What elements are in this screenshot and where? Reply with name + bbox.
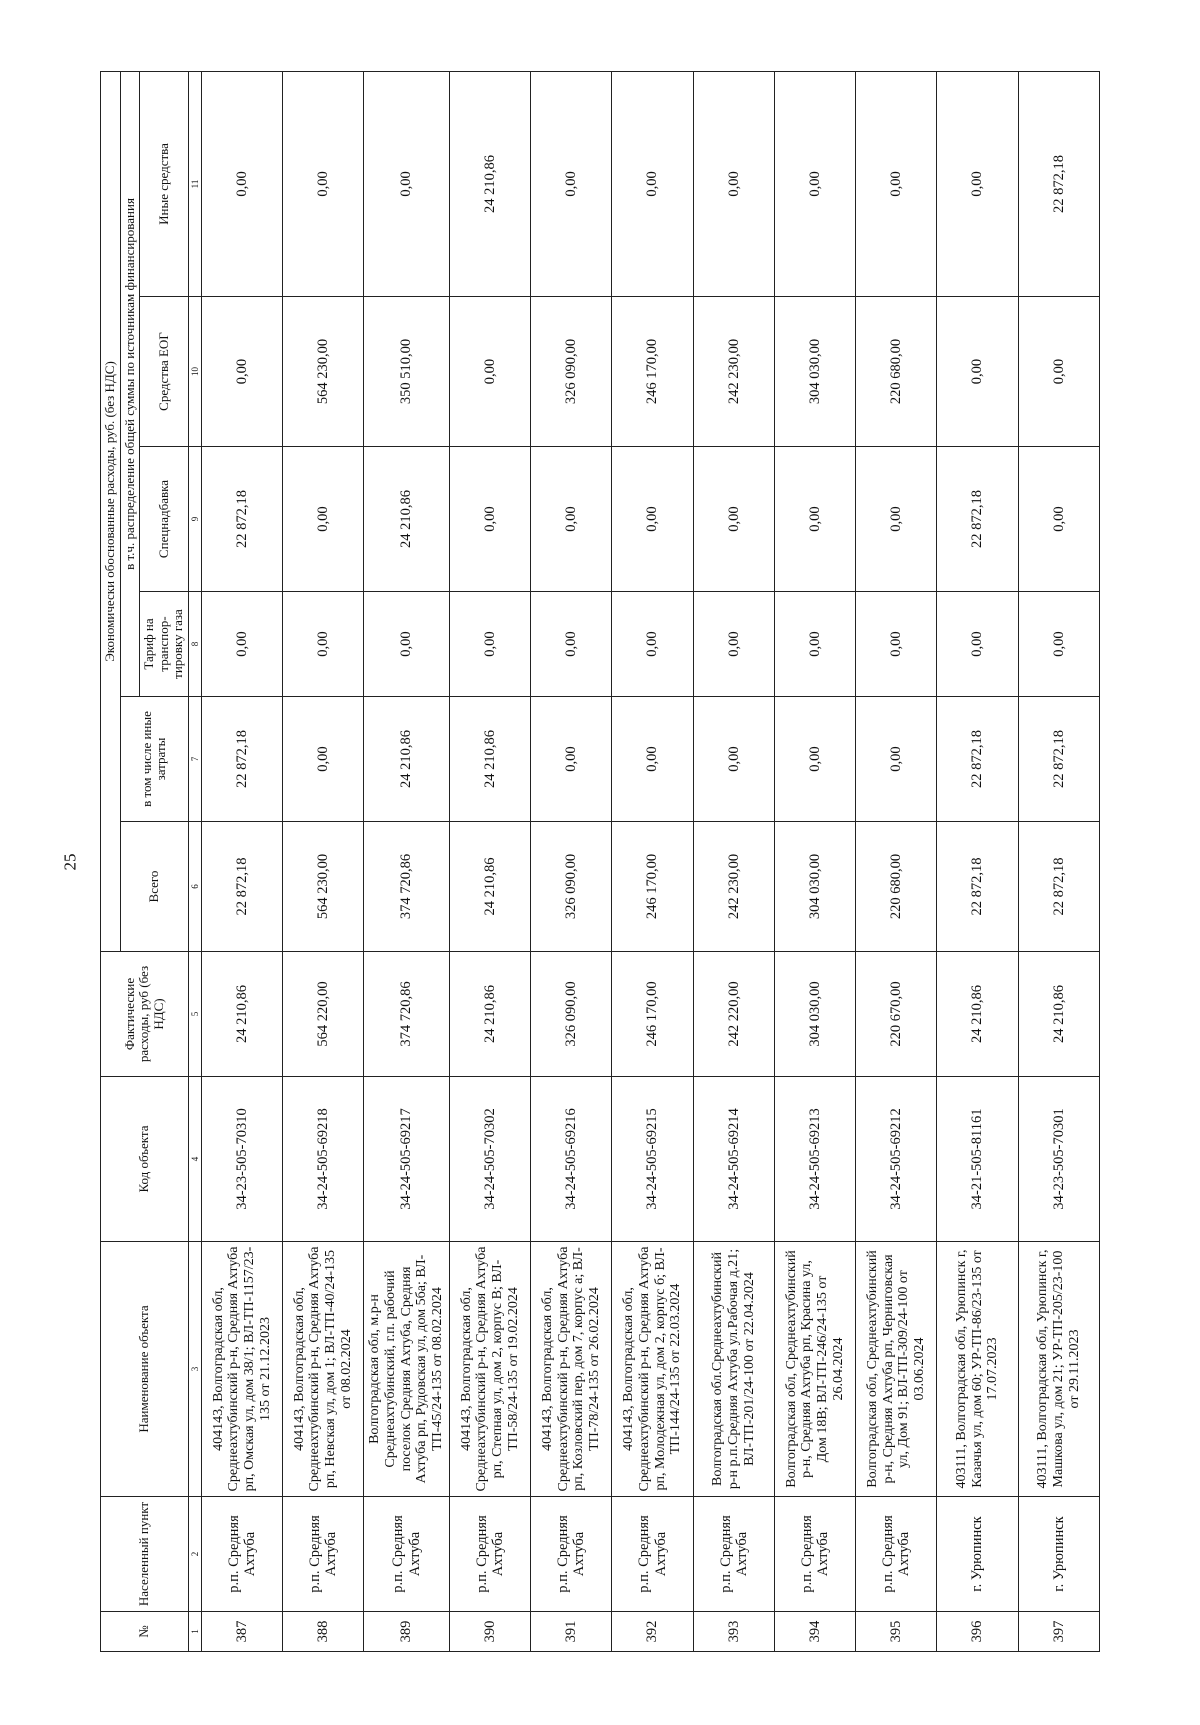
header-total: Всего — [120, 822, 188, 952]
cell-other-costs: 22 872,18 — [1018, 697, 1099, 822]
cell-number: 389 — [364, 1612, 450, 1652]
cell-other-funds: 0,00 — [612, 71, 693, 296]
cell-other-costs: 22 872,18 — [201, 697, 282, 822]
table-row — [774, 71, 855, 1651]
cell-tariff: 0,00 — [937, 592, 1018, 697]
cell-actual-costs: 246 170,00 — [612, 952, 693, 1077]
cell-eog: 304 030,00 — [774, 297, 855, 447]
cell-surcharge: 0,00 — [774, 447, 855, 592]
header-settlement: Населенный пункт — [101, 1497, 189, 1612]
cell-other-funds: 0,00 — [856, 71, 937, 296]
cell-actual-costs: 326 090,00 — [531, 952, 612, 1077]
cell-object-name: 404143, Волгоградская обл, Среднеахтубинский р-н, Средняя Ахтуба рп, Невская ул, дом 1; ВЛ-ТП-40/24-135 от 08.02.2024 — [282, 1242, 363, 1497]
cell-total: 22 872,18 — [201, 822, 282, 952]
cell-tariff: 0,00 — [856, 592, 937, 697]
cell-settlement: г. Урюпинск — [1018, 1497, 1099, 1612]
table-row — [856, 71, 937, 1651]
header-actual-costs: Фактические расходы, руб (без НДС) — [101, 952, 189, 1077]
cell-other-funds: 0,00 — [693, 71, 774, 296]
cell-number: 388 — [282, 1612, 363, 1652]
cell-number: 391 — [531, 1612, 612, 1652]
cell-object-code: 34-24-505-69217 — [364, 1077, 450, 1242]
table-row — [531, 71, 612, 1651]
cell-tariff: 0,00 — [774, 592, 855, 697]
cell-number: 396 — [937, 1612, 1018, 1652]
header-economic-costs: Экономически обоснованные расходы, руб. (без НДС) — [101, 71, 121, 951]
cell-other-funds: 0,00 — [282, 71, 363, 296]
cell-actual-costs: 374 720,86 — [364, 952, 450, 1077]
cell-object-code: 34-24-505-69214 — [693, 1077, 774, 1242]
cell-object-name: Волгоградская обл, Среднеахтубинский р-н, Средняя Ахтуба рп, Черниговская ул, Дом 91; ВЛ-ТП-309/24-100 от 03.06.2024 — [856, 1242, 937, 1497]
cell-number: 390 — [449, 1612, 530, 1652]
table-row — [693, 71, 774, 1651]
cell-tariff: 0,00 — [449, 592, 530, 697]
cell-surcharge: 0,00 — [612, 447, 693, 592]
cell-surcharge: 0,00 — [856, 447, 937, 592]
cell-object-name: 404143, Волгоградская обл, Среднеахтубинский р-н, Средняя Ахтуба рп, Омская ул, дом 38/1; ВЛ-ТП-1157/23-135 от 21.12.2023 — [201, 1242, 282, 1497]
header-eog: Средства ЕОГ — [140, 297, 189, 447]
cell-object-code: 34-24-505-69213 — [774, 1077, 855, 1242]
cell-surcharge: 0,00 — [449, 447, 530, 592]
cell-object-code: 34-24-505-69215 — [612, 1077, 693, 1242]
cell-object-code: 34-24-505-69212 — [856, 1077, 937, 1242]
column-number-row — [188, 71, 201, 1651]
cell-total: 246 170,00 — [612, 822, 693, 952]
column-number: 6 — [188, 822, 201, 952]
cell-tariff: 0,00 — [282, 592, 363, 697]
header-object-name: Наименование объекта — [101, 1242, 189, 1497]
cell-number: 387 — [201, 1612, 282, 1652]
cell-surcharge: 0,00 — [693, 447, 774, 592]
cell-tariff: 0,00 — [364, 592, 450, 697]
cell-actual-costs: 220 670,00 — [856, 952, 937, 1077]
cell-surcharge: 24 210,86 — [364, 447, 450, 592]
cell-eog: 350 510,00 — [364, 297, 450, 447]
cell-total: 304 030,00 — [774, 822, 855, 952]
cell-tariff: 0,00 — [612, 592, 693, 697]
table-row — [282, 71, 363, 1651]
cell-other-funds: 0,00 — [201, 71, 282, 296]
cell-actual-costs: 564 220,00 — [282, 952, 363, 1077]
table-row — [1018, 71, 1099, 1651]
cell-object-code: 34-23-505-70310 — [201, 1077, 282, 1242]
table-row — [364, 71, 450, 1651]
cell-settlement: р.п. Средняя Ахтуба — [364, 1497, 450, 1612]
cell-settlement: р.п. Средняя Ахтуба — [449, 1497, 530, 1612]
cell-settlement: р.п. Средняя Ахтуба — [612, 1497, 693, 1612]
cell-actual-costs: 24 210,86 — [449, 952, 530, 1077]
column-number: 4 — [188, 1077, 201, 1242]
cell-surcharge: 0,00 — [531, 447, 612, 592]
cell-other-funds: 0,00 — [531, 71, 612, 296]
cell-tariff: 0,00 — [531, 592, 612, 697]
cell-settlement: р.п. Средняя Ахтуба — [201, 1497, 282, 1612]
header-surcharge: Спецнадбавка — [140, 447, 189, 592]
column-number: 5 — [188, 952, 201, 1077]
cell-eog: 220 680,00 — [856, 297, 937, 447]
cell-other-costs: 24 210,86 — [364, 697, 450, 822]
column-number: 3 — [188, 1242, 201, 1497]
column-number: 7 — [188, 697, 201, 822]
cell-total: 326 090,00 — [531, 822, 612, 952]
cell-settlement: р.п. Средняя Ахтуба — [856, 1497, 937, 1612]
cell-other-costs: 0,00 — [531, 697, 612, 822]
cell-tariff: 0,00 — [693, 592, 774, 697]
cell-total: 242 230,00 — [693, 822, 774, 952]
cell-object-name: 404143, Волгоградская обл, Среднеахтубинский р-н, Средняя Ахтуба рп, Степная ул, дом 2, корпус В; ВЛ-ТП-58/24-135 от 19.02.2024 — [449, 1242, 530, 1497]
page-number: 25 — [60, 853, 80, 871]
cell-eog: 0,00 — [449, 297, 530, 447]
column-number: 11 — [188, 71, 201, 296]
cell-object-name: 404143, Волгоградская обл, Среднеахтубинский р-н, Средняя Ахтуба рп, Молодежная ул, дом 2, корпус б; ВЛ-ТП-144/24-135 от 22.03.2024 — [612, 1242, 693, 1497]
header-distribution: в т.ч. распределение общей суммы по источникам финансирования — [120, 71, 140, 696]
cell-settlement: р.п. Средняя Ахтуба — [531, 1497, 612, 1612]
header-tariff: Тариф на транспор-тировку газа — [140, 592, 189, 697]
cell-eog: 242 230,00 — [693, 297, 774, 447]
cell-eog: 326 090,00 — [531, 297, 612, 447]
cell-actual-costs: 24 210,86 — [937, 952, 1018, 1077]
cell-surcharge: 0,00 — [1018, 447, 1099, 592]
cell-object-name: 403111, Волгоградская обл, Урюпинск г, Казачья ул, дом 60; УР-ТП-86/23-135 от 17.07.2023 — [937, 1242, 1018, 1497]
cell-eog: 0,00 — [201, 297, 282, 447]
cell-surcharge: 22 872,18 — [937, 447, 1018, 592]
cell-other-funds: 0,00 — [937, 71, 1018, 296]
header-row-1 — [101, 71, 121, 1651]
cell-settlement: р.п. Средняя Ахтуба — [282, 1497, 363, 1612]
column-number: 2 — [188, 1497, 201, 1612]
cell-eog: 0,00 — [1018, 297, 1099, 447]
cell-other-costs: 22 872,18 — [937, 697, 1018, 822]
cell-object-code: 34-24-505-69216 — [531, 1077, 612, 1242]
cell-settlement: р.п. Средняя Ахтуба — [693, 1497, 774, 1612]
cell-tariff: 0,00 — [1018, 592, 1099, 697]
table-row — [201, 71, 282, 1651]
cell-object-name: Волгоградская обл, м.р-н Среднеахтубинский, г.п. рабочий поселок Средняя Ахтуба, Средняя Ахтуба рп, Рудовская ул, дом 5ба; ВЛ-ТП-45/24-135 от 08.02.2024 — [364, 1242, 450, 1497]
cell-total: 374 720,86 — [364, 822, 450, 952]
cell-other-funds: 24 210,86 — [449, 71, 530, 296]
cell-other-funds: 0,00 — [364, 71, 450, 296]
cell-object-name: Волгоградская обл.Среднеахтубинский р-н р.п.Средняя Ахтуба ул.Рабочая д.21; ВЛ-ТП-201/24-100 от 22.04.2024 — [693, 1242, 774, 1497]
cell-other-funds: 22 872,18 — [1018, 71, 1099, 296]
cell-other-funds: 0,00 — [774, 71, 855, 296]
cell-number: 392 — [612, 1612, 693, 1652]
cell-object-code: 34-21-505-81161 — [937, 1077, 1018, 1242]
column-number: 1 — [188, 1612, 201, 1652]
cell-eog: 564 230,00 — [282, 297, 363, 447]
cell-other-costs: 24 210,86 — [449, 697, 530, 822]
cell-eog: 0,00 — [937, 297, 1018, 447]
header-other-funds: Иные средства — [140, 71, 189, 296]
rotated-table-wrapper — [100, 72, 1100, 1652]
cell-other-costs: 0,00 — [282, 697, 363, 822]
column-number: 8 — [188, 592, 201, 697]
cell-surcharge: 22 872,18 — [201, 447, 282, 592]
cell-number: 397 — [1018, 1612, 1099, 1652]
cell-actual-costs: 304 030,00 — [774, 952, 855, 1077]
cell-tariff: 0,00 — [201, 592, 282, 697]
header-no: № — [101, 1612, 189, 1652]
cell-object-code: 34-24-505-69218 — [282, 1077, 363, 1242]
cell-settlement: г. Урюпинск — [937, 1497, 1018, 1612]
cost-table — [100, 71, 1100, 1652]
cell-other-costs: 0,00 — [693, 697, 774, 822]
cell-total: 24 210,86 — [449, 822, 530, 952]
cell-number: 394 — [774, 1612, 855, 1652]
cell-object-code: 34-24-505-70302 — [449, 1077, 530, 1242]
header-object-code: Код объекта — [101, 1077, 189, 1242]
cell-number: 395 — [856, 1612, 937, 1652]
cell-object-name: 404143, Волгоградская обл, Среднеахтубинский р-н, Средняя Ахтуба рп, Козловский пер, дом 7, корпус а; ВЛ-ТП-78/24-135 от 26.02.2024 — [531, 1242, 612, 1497]
cell-actual-costs: 24 210,86 — [201, 952, 282, 1077]
cell-surcharge: 0,00 — [282, 447, 363, 592]
cell-total: 564 230,00 — [282, 822, 363, 952]
table-body — [201, 71, 1099, 1651]
cell-object-name: 403111, Волгоградская обл, Урюпинск г, Машкова ул, дом 21; УР-ТП-205/23-100 от 29.11.2023 — [1018, 1242, 1099, 1497]
column-number: 10 — [188, 297, 201, 447]
cell-settlement: р.п. Средняя Ахтуба — [774, 1497, 855, 1612]
cell-object-name: Волгоградская обл, Среднеахтубинский р-н, Средняя Ахтуба рп, Красина ул, Дом 18В; ВЛ-ТП-246/24-135 от 26.04.2024 — [774, 1242, 855, 1497]
table-row — [612, 71, 693, 1651]
table-row — [449, 71, 530, 1651]
cell-total: 220 680,00 — [856, 822, 937, 952]
header-other-costs: в том числе иные затраты — [120, 697, 188, 822]
cell-other-costs: 0,00 — [856, 697, 937, 822]
cell-other-costs: 0,00 — [774, 697, 855, 822]
cell-object-code: 34-23-505-70301 — [1018, 1077, 1099, 1242]
column-number: 9 — [188, 447, 201, 592]
cell-actual-costs: 24 210,86 — [1018, 952, 1099, 1077]
cell-total: 22 872,18 — [1018, 822, 1099, 952]
cell-total: 22 872,18 — [937, 822, 1018, 952]
cell-actual-costs: 242 220,00 — [693, 952, 774, 1077]
cell-number: 393 — [693, 1612, 774, 1652]
cell-other-costs: 0,00 — [612, 697, 693, 822]
table-row — [937, 71, 1018, 1651]
cell-eog: 246 170,00 — [612, 297, 693, 447]
